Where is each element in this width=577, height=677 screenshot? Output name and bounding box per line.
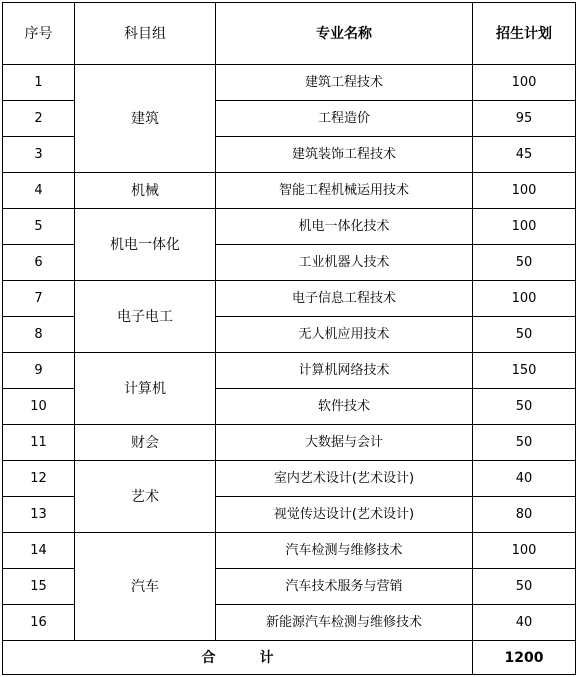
- table-row: [3, 425, 576, 461]
- table-row: [3, 173, 576, 209]
- serial-number-cell: 11: [3, 425, 75, 461]
- serial-number-cell: 13: [3, 497, 75, 533]
- plan-count-cell: 80: [473, 497, 576, 533]
- plan-count-cell: 100: [473, 281, 576, 317]
- subject-group-cell: 建筑: [75, 65, 216, 173]
- plan-count-cell: 100: [473, 533, 576, 569]
- plan-count-cell: 45: [473, 137, 576, 173]
- serial-number-cell: 9: [3, 353, 75, 389]
- plan-count-cell: 50: [473, 569, 576, 605]
- major-name-cell: 室内艺术设计(艺术设计): [216, 461, 473, 497]
- major-name-cell: 工程造价: [216, 101, 473, 137]
- subject-group-cell: 电子电工: [75, 281, 216, 353]
- subject-group-cell: 财会: [75, 425, 216, 461]
- serial-number-cell: 3: [3, 137, 75, 173]
- table-row: [3, 353, 576, 389]
- plan-count-cell: 100: [473, 173, 576, 209]
- plan-count-cell: 50: [473, 389, 576, 425]
- major-name-cell: 软件技术: [216, 389, 473, 425]
- plan-count-cell: 50: [473, 245, 576, 281]
- plan-count-cell: 150: [473, 353, 576, 389]
- major-name-cell: 大数据与会计: [216, 425, 473, 461]
- subject-group-cell: 机械: [75, 173, 216, 209]
- total-label-text: 合计: [201, 649, 318, 666]
- subject-group-cell: 艺术: [75, 461, 216, 533]
- major-name-cell: 计算机网络技术: [216, 353, 473, 389]
- total-label: [3, 641, 473, 675]
- serial-number-cell: 15: [3, 569, 75, 605]
- plan-count-cell: 50: [473, 425, 576, 461]
- header-subject-group: 科目组: [75, 3, 216, 65]
- total-row: [3, 641, 576, 675]
- major-name-cell: 电子信息工程技术: [216, 281, 473, 317]
- serial-number-cell: 10: [3, 389, 75, 425]
- table-row: [3, 209, 576, 245]
- major-name-cell: 建筑装饰工程技术: [216, 137, 473, 173]
- serial-number-cell: 6: [3, 245, 75, 281]
- serial-number-cell: 4: [3, 173, 75, 209]
- table-header-row: [3, 3, 576, 65]
- serial-number-cell: 8: [3, 317, 75, 353]
- serial-number-cell: 7: [3, 281, 75, 317]
- enrollment-plan-table: [2, 2, 576, 675]
- plan-count-cell: 100: [473, 65, 576, 101]
- table-row: [3, 65, 576, 101]
- major-name-cell: 汽车检测与维修技术: [216, 533, 473, 569]
- plan-count-cell: 50: [473, 317, 576, 353]
- header-enrollment-plan: 招生计划: [473, 3, 576, 65]
- table-row: [3, 533, 576, 569]
- table-row: [3, 281, 576, 317]
- plan-count-cell: 95: [473, 101, 576, 137]
- major-name-cell: 汽车技术服务与营销: [216, 569, 473, 605]
- plan-count-cell: 100: [473, 209, 576, 245]
- major-name-cell: 新能源汽车检测与维修技术: [216, 605, 473, 641]
- subject-group-cell: 汽车: [75, 533, 216, 641]
- total-value: 1200: [473, 641, 576, 675]
- subject-group-cell: 机电一体化: [75, 209, 216, 281]
- header-serial-number: 序号: [3, 3, 75, 65]
- major-name-cell: 视觉传达设计(艺术设计): [216, 497, 473, 533]
- serial-number-cell: 5: [3, 209, 75, 245]
- major-name-cell: 机电一体化技术: [216, 209, 473, 245]
- table-row: [3, 461, 576, 497]
- serial-number-cell: 12: [3, 461, 75, 497]
- serial-number-cell: 16: [3, 605, 75, 641]
- serial-number-cell: 14: [3, 533, 75, 569]
- major-name-cell: 无人机应用技术: [216, 317, 473, 353]
- header-major-name: 专业名称: [216, 3, 473, 65]
- subject-group-cell: 计算机: [75, 353, 216, 425]
- plan-count-cell: 40: [473, 605, 576, 641]
- plan-count-cell: 40: [473, 461, 576, 497]
- major-name-cell: 智能工程机械运用技术: [216, 173, 473, 209]
- serial-number-cell: 2: [3, 101, 75, 137]
- serial-number-cell: 1: [3, 65, 75, 101]
- major-name-cell: 建筑工程技术: [216, 65, 473, 101]
- major-name-cell: 工业机器人技术: [216, 245, 473, 281]
